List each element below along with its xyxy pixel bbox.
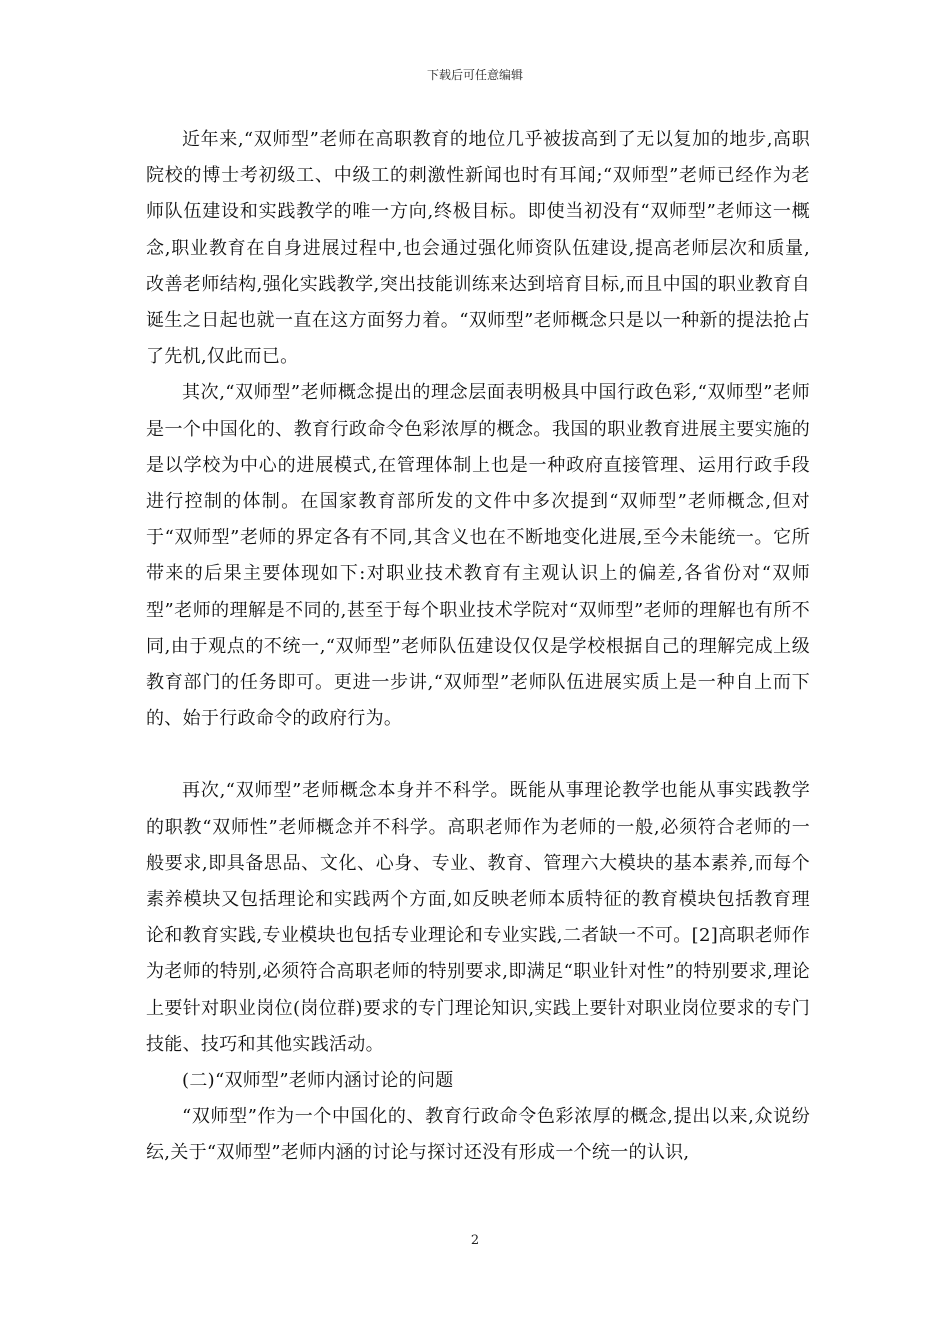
page-number: 2 [470, 1233, 480, 1248]
paragraph-final: “双师型”作为一个中国化的、教育行政命令色彩浓厚的概念,提出以来,众说纷纭,关于“双师型”老师内涵的讨论与探讨还没有形成一个统一的认识, [146, 1106, 810, 1164]
paragraph-second-point: 其次,“双师型”老师概念提出的理念层面表明极具中国行政色彩,“双师型”老师是一个中国化的、教育行政命令色彩浓厚的概念。我国的职业教育进展主要实施的是以学校为中心的进展模式,在管理体制上也是一种政府直接管理、运用行政手段进行控制的体制。在国家教育部所发的文件中多次提到“双师型”老师概念,但对于“双师型”老师的界定各有不同,其含义也在不断地变化进展,至今未能统一。它所带来的后果主要体现如下:对职业技术教育有主观认识上的偏差,各省份对“双师型”老师的理解是不同的,甚至于每个职业技术学院对“双师型”老师的理解也有所不同,由于观点的不统一,“双师型”老师队伍建设仅仅是学校根据自己的理解完成上级教育部门的任务即可。更进一步讲,“双师型”老师队伍进展实质上是一种自上而下的、始于行政命令的政府行为。 [146, 382, 810, 730]
section-subheading: (二)“双师型”老师内涵讨论的问题 [182, 1070, 454, 1092]
page-header: 下载后可任意编辑 [426, 68, 523, 82]
document-body [146, 122, 810, 1172]
paragraph-intro: 近年来,“双师型”老师在高职教育的地位几乎被拔高到了无以复加的地步,高职院校的博士考初级工、中级工的刺激性新闻也时有耳闻;“双师型”老师已经作为老师队伍建设和实践教学的唯一方向,终极目标。即使当初没有“双师型”老师这一概念,职业教育在自身进展过程中,也会通过强化师资队伍建设,提高老师层次和质量,改善老师结构,强化实践教学,突出技能训练来达到培育目标,而且中国的职业教育自诞生之日起也就一直在这方面努力着。“双师型”老师概念只是以一种新的提法抢占了先机,仅此而已。 [146, 129, 810, 368]
paragraph-third-point: 再次,“双师型”老师概念本身并不科学。既能从事理论教学也能从事实践教学的职教“双师性”老师概念并不科学。高职老师作为老师的一般,必须符合老师的一般要求,即具备思品、文化、心身、专业、教育、管理六大模块的基本素养,而每个素养模块又包括理论和实践两个方面,如反映老师本质特征的教育模块包括教育理论和教育实践,专业模块也包括专业理论和专业实践,二者缺一不可。[2]高职老师作为老师的特别,必须符合高职老师的特别要求,即满足“职业针对性”的特别要求,理论上要针对职业岗位(岗位群)要求的专门理论知识,实践上要针对职业岗位要求的专门技能、技巧和其他实践活动。 [146, 780, 810, 1055]
